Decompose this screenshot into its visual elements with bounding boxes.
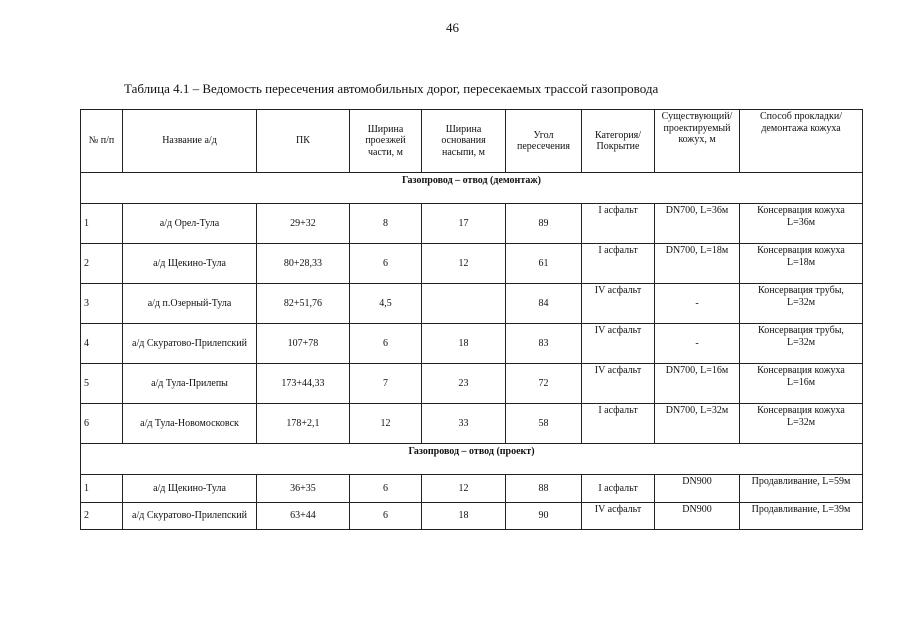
cell-width: 7	[350, 364, 422, 404]
header-name: Название а/д	[123, 110, 257, 173]
cell-name: а/д Щекино-Тула	[123, 244, 257, 284]
cell-base: 18	[422, 503, 506, 530]
cell-base	[422, 284, 506, 324]
cell-num: 4	[81, 324, 123, 364]
cell-casing: -	[655, 324, 740, 364]
table-row	[81, 204, 863, 244]
cell-width: 6	[350, 244, 422, 284]
cell-angle: 89	[506, 204, 582, 244]
cell-pk: 63+44	[257, 503, 350, 530]
table-caption: Таблица 4.1 – Ведомость пересечения автомобильных дорог, пересекаемых трассой газопровода	[124, 81, 659, 96]
header-category: Категория/ Покрытие	[582, 110, 655, 173]
cell-angle: 58	[506, 404, 582, 444]
cell-pk: 178+2,1	[257, 404, 350, 444]
table-row	[81, 503, 863, 530]
cell-method: Продавливание, L=39м	[740, 503, 863, 530]
cell-category: I асфальт	[582, 244, 655, 284]
section-row	[81, 173, 863, 204]
cell-name: а/д Щекино-Тула	[123, 475, 257, 503]
cell-base: 12	[422, 244, 506, 284]
cell-width: 8	[350, 204, 422, 244]
table-row	[81, 475, 863, 503]
cell-pk: 80+28,33	[257, 244, 350, 284]
cell-num: 5	[81, 364, 123, 404]
cell-category: IV асфальт	[582, 503, 655, 530]
table-header-row	[81, 110, 863, 173]
cell-num: 3	[81, 284, 123, 324]
cell-angle: 88	[506, 475, 582, 503]
cell-width: 4,5	[350, 284, 422, 324]
cell-num: 2	[81, 244, 123, 284]
cell-name: а/д Скуратово-Прилепский	[123, 324, 257, 364]
section-title: Газопровод – отвод (проект)	[81, 444, 863, 475]
cell-name: а/д Скуратово-Прилепский	[123, 503, 257, 530]
cell-method: Консервация кожуха L=32м	[740, 404, 863, 444]
cell-num: 1	[81, 204, 123, 244]
cell-casing: -	[655, 284, 740, 324]
cell-pk: 173+44,33	[257, 364, 350, 404]
table-row	[81, 364, 863, 404]
cell-angle: 83	[506, 324, 582, 364]
cell-method: Консервация кожуха L=16м	[740, 364, 863, 404]
road-crossings-table	[80, 109, 863, 530]
cell-angle: 61	[506, 244, 582, 284]
cell-num: 6	[81, 404, 123, 444]
cell-num: 2	[81, 503, 123, 530]
section-title: Газопровод – отвод (демонтаж)	[81, 173, 863, 204]
table-row	[81, 324, 863, 364]
page-number: 46	[446, 20, 459, 35]
header-pk: ПК	[257, 110, 350, 173]
cell-method: Консервация трубы, L=32м	[740, 324, 863, 364]
cell-casing: DN700, L=36м	[655, 204, 740, 244]
cell-category: I асфальт	[582, 404, 655, 444]
cell-casing: DN900	[655, 503, 740, 530]
cell-method: Консервация трубы, L=32м	[740, 284, 863, 324]
cell-category: IV асфальт	[582, 284, 655, 324]
table-row	[81, 404, 863, 444]
header-width: Ширина проезжей части, м	[350, 110, 422, 173]
cell-pk: 107+78	[257, 324, 350, 364]
cell-casing: DN700, L=18м	[655, 244, 740, 284]
cell-category: IV асфальт	[582, 324, 655, 364]
cell-category: I асфальт	[582, 204, 655, 244]
header-base: Ширина основания насыпи, м	[422, 110, 506, 173]
header-casing: Существующий/ проектируемый кожух, м	[655, 110, 740, 173]
table-row	[81, 244, 863, 284]
header-angle: Угол пересечения	[506, 110, 582, 173]
cell-angle: 84	[506, 284, 582, 324]
cell-pk: 36+35	[257, 475, 350, 503]
header-num: № п/п	[81, 110, 123, 173]
cell-width: 12	[350, 404, 422, 444]
cell-width: 6	[350, 503, 422, 530]
cell-name: а/д Тула-Прилепы	[123, 364, 257, 404]
cell-width: 6	[350, 324, 422, 364]
cell-name: а/д Тула-Новомосковск	[123, 404, 257, 444]
cell-method: Продавливание, L=59м	[740, 475, 863, 503]
section-row	[81, 444, 863, 475]
cell-base: 12	[422, 475, 506, 503]
cell-pk: 29+32	[257, 204, 350, 244]
cell-angle: 72	[506, 364, 582, 404]
cell-name: а/д Орел-Тула	[123, 204, 257, 244]
cell-category: I асфальт	[582, 475, 655, 503]
cell-base: 17	[422, 204, 506, 244]
cell-casing: DN700, L=16м	[655, 364, 740, 404]
cell-casing: DN700, L=32м	[655, 404, 740, 444]
cell-pk: 82+51,76	[257, 284, 350, 324]
table-row	[81, 284, 863, 324]
cell-base: 23	[422, 364, 506, 404]
cell-width: 6	[350, 475, 422, 503]
cell-base: 33	[422, 404, 506, 444]
cell-casing: DN900	[655, 475, 740, 503]
cell-base: 18	[422, 324, 506, 364]
cell-num: 1	[81, 475, 123, 503]
header-method: Способ прокладки/ демонтажа кожуха	[740, 110, 863, 173]
cell-name: а/д п.Озерный-Тула	[123, 284, 257, 324]
cell-angle: 90	[506, 503, 582, 530]
cell-method: Консервация кожуха L=36м	[740, 204, 863, 244]
cell-category: IV асфальт	[582, 364, 655, 404]
cell-method: Консервация кожуха L=18м	[740, 244, 863, 284]
